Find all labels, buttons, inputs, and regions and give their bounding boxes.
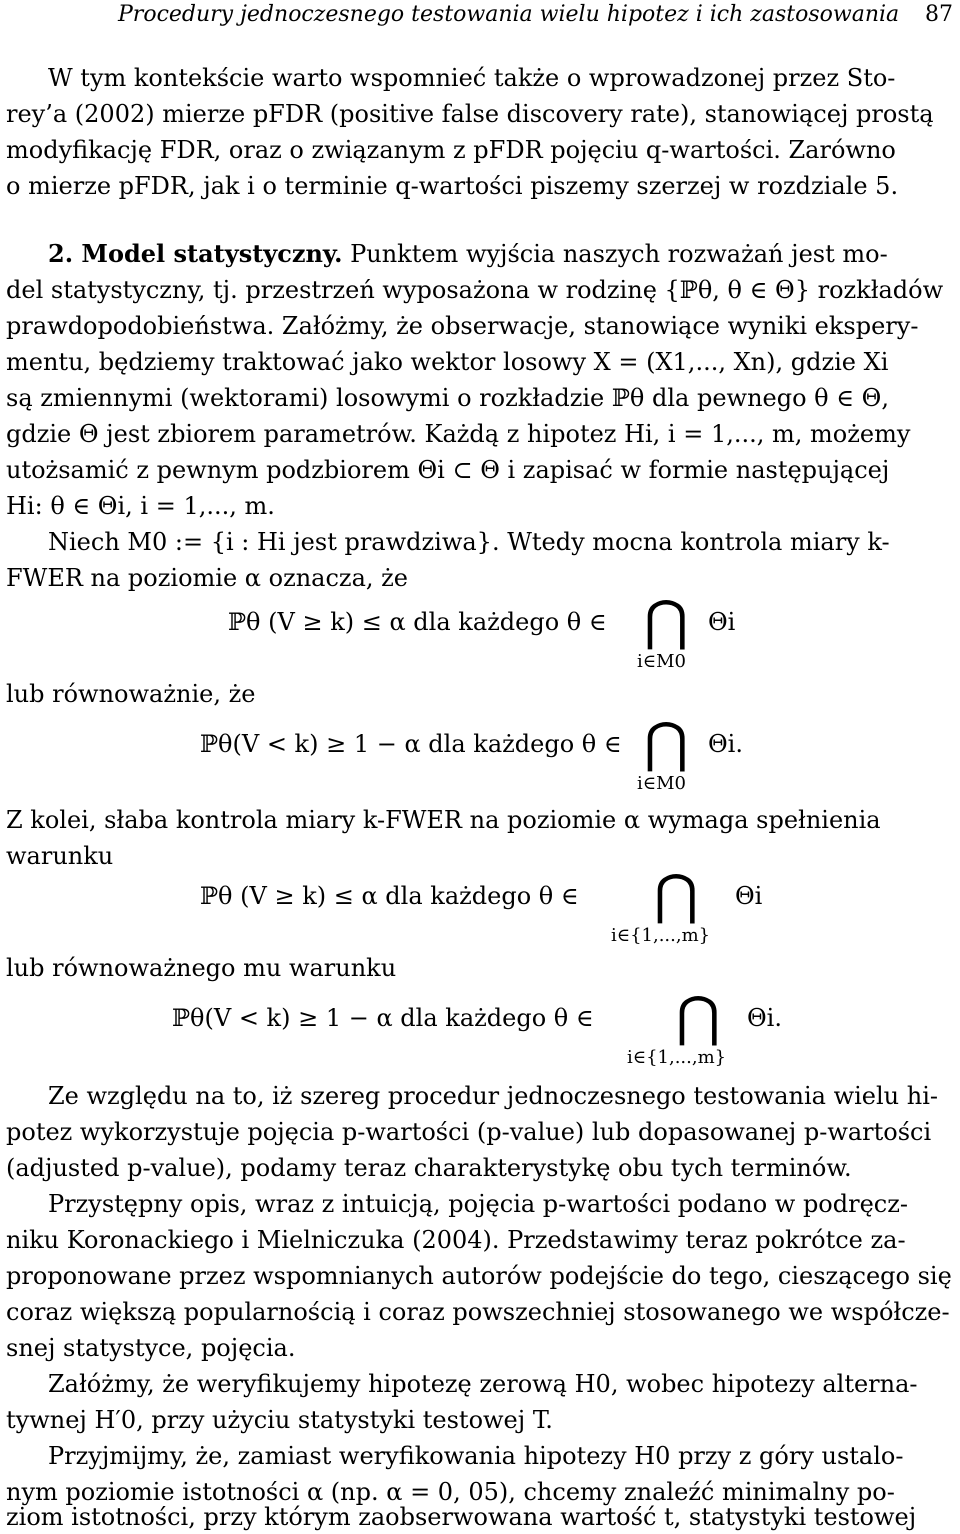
running-title: Procedury jednoczesnego testowania wielu hipotez i ich zastosowania: [118, 2, 900, 27]
text-line: Z kolei, słaba kontrola miary k-FWER na poziomie α wymaga spełnienia: [6, 806, 881, 834]
text-line: o mierze pFDR, jak i o terminie q-wartości piszemy szerzej w rozdziale 5.: [6, 172, 899, 200]
text-line: Ze względu na to, iż szereg procedur jednoczesnego testowania wielu hi-: [48, 1082, 938, 1110]
text-line: Hi: θ ∈ Θi, i = 1,..., m.: [6, 492, 275, 520]
equation-1-lhs: ℙθ (V ≥ k) ≤ α dla każdego θ ∈: [228, 608, 607, 636]
text-line: Załóżmy, że weryfikujemy hipotezę zerową H0, wobec hipotezy alterna-: [48, 1370, 918, 1398]
equation-3-index: i∈{1,...,m}: [611, 925, 711, 946]
page-number: 87: [925, 2, 953, 27]
equation-3-intersection-symbol: ⋂: [654, 863, 699, 926]
equation-4-lhs: ℙθ(V < k) ≥ 1 − α dla każdego θ ∈: [172, 1004, 594, 1032]
text-line: del statystyczny, tj. przestrzeń wyposażona w rodzinę {ℙθ, θ ∈ Θ} rozkładów: [6, 276, 944, 304]
equation-1-rhs: Θi: [708, 608, 736, 636]
text-line: warunku: [6, 842, 114, 870]
section-heading-title: 2. Model statystyczny.: [48, 239, 343, 268]
text-line: rey’a (2002) mierze pFDR (positive false discovery rate), stanowiącej prostą: [6, 100, 934, 128]
text-line: gdzie Θ jest zbiorem parametrów. Każdą z hipotez Hi, i = 1,..., m, możemy: [6, 420, 911, 448]
text-line: W tym kontekście warto wspomnieć także o wprowadzonej przez Sto-: [48, 64, 896, 92]
text-line: Niech M0 := {i : Hi jest prawdziwa}. Wtedy mocna kontrola miary k-: [48, 528, 890, 556]
equation-4-index: i∈{1,...,m}: [627, 1047, 727, 1068]
text-line: lub równoważnie, że: [6, 680, 256, 708]
section-heading-line: 2. Model statystyczny. Punktem wyjścia naszych rozważań jest mo-: [48, 239, 888, 268]
text-line: nym poziomie istotności α (np. α = 0, 05), chcemy znaleźć minimalny po-: [6, 1478, 895, 1506]
text-line: snej statystyce, pojęcia.: [6, 1334, 296, 1362]
text-line: lub równoważnego mu warunku: [6, 954, 397, 982]
text-line: potez wykorzystuje pojęcia p-wartości (p-value) lub dopasowanej p-wartości: [6, 1118, 932, 1146]
equation-3-lhs: ℙθ (V ≥ k) ≤ α dla każdego θ ∈: [200, 882, 579, 910]
equation-4-rhs: Θi.: [747, 1004, 782, 1032]
text-line: coraz większą popularnością i coraz powszechniej stosowanego we współcze-: [6, 1298, 950, 1326]
page-header: [118, 0, 953, 30]
text-line: Przyjmijmy, że, zamiast weryfikowania hipotezy H0 przy z góry ustalo-: [48, 1442, 904, 1470]
equation-2-lhs: ℙθ(V < k) ≥ 1 − α dla każdego θ ∈: [200, 730, 622, 758]
equation-1-intersection-symbol: ⋂: [644, 589, 689, 652]
equation-2-intersection-symbol: ⋂: [644, 711, 689, 774]
text-line: modyfikację FDR, oraz o związanym z pFDR pojęciu q-wartości. Zarówno: [6, 136, 896, 164]
equation-2-rhs: Θi.: [708, 730, 743, 758]
equation-2-index: i∈M0: [637, 773, 686, 794]
text-line: Przystępny opis, wraz z intuicją, pojęcia p-wartości podano w podręcz-: [48, 1190, 908, 1218]
text-line: ziom istotności, przy którym zaobserwowana wartość t, statystyki testowej: [6, 1503, 917, 1531]
equation-3-rhs: Θi: [735, 882, 763, 910]
text-line: tywnej H′0, przy użyciu statystyki testowej T.: [6, 1406, 553, 1434]
text-line: prawdopodobieństwa. Załóżmy, że obserwacje, stanowiące wyniki ekspery-: [6, 312, 919, 340]
text-line: są zmiennymi (wektorami) losowymi o rozkładzie ℙθ dla pewnego θ ∈ Θ,: [6, 384, 889, 412]
text-line: FWER na poziomie α oznacza, że: [6, 564, 408, 592]
text-line: proponowane przez wspomnianych autorów podejście do tego, cieszącego się: [6, 1262, 952, 1290]
text-line: utożsamić z pewnym podzbiorem Θi ⊂ Θ i zapisać w formie następującej: [6, 456, 890, 484]
equation-1-index: i∈M0: [637, 651, 686, 672]
text-line: niku Koronackiego i Mielniczuka (2004). Przedstawimy teraz pokrótce za-: [6, 1226, 906, 1254]
text-line: (adjusted p-value), podamy teraz charakterystykę obu tych terminów.: [6, 1154, 852, 1182]
text-line: mentu, będziemy traktować jako wektor losowy X = (X1,..., Xn), gdzie Xi: [6, 348, 889, 376]
equation-4-intersection-symbol: ⋂: [676, 985, 721, 1048]
